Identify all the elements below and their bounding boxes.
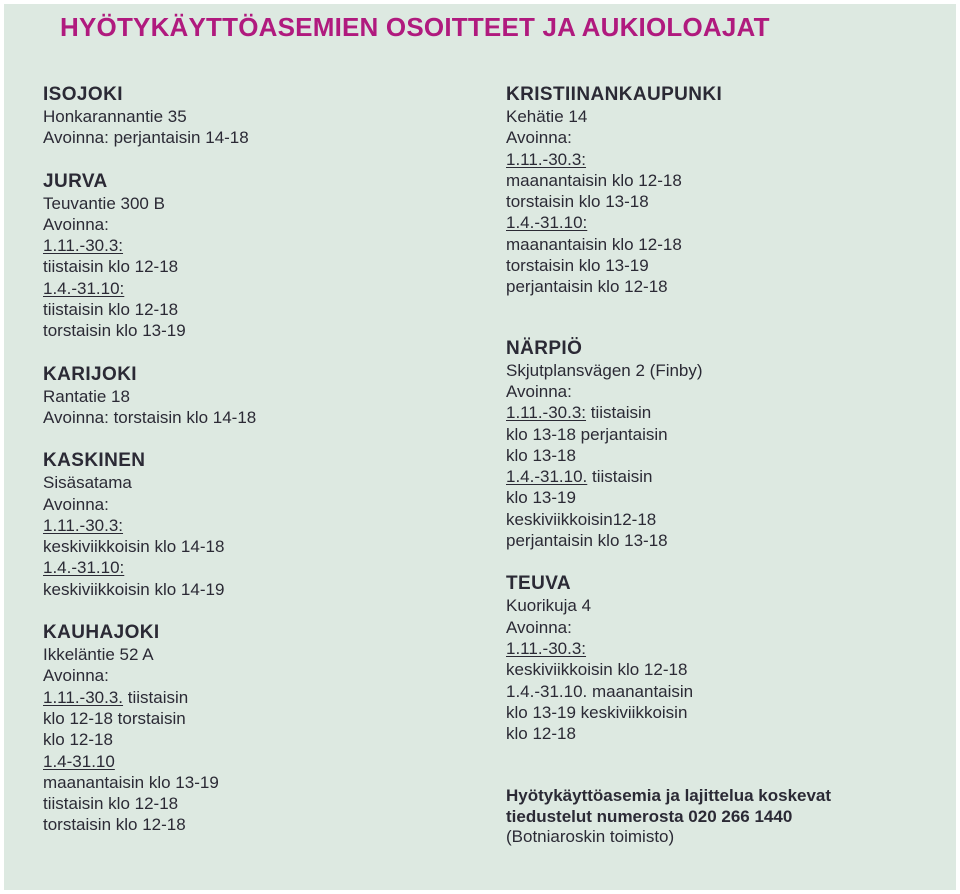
section-kristiinankaupunki xyxy=(506,84,946,298)
address: Rantatie 18 xyxy=(43,386,130,406)
open-label: Avoinna: xyxy=(43,666,109,686)
address: Kuorikuja 4 xyxy=(506,596,592,616)
open-label: Avoinna: xyxy=(43,214,109,234)
hours-line: maanantaisin klo 12-18 xyxy=(506,234,682,254)
right-column xyxy=(506,84,946,744)
location-name: KAUHAJOKI xyxy=(43,622,160,644)
period-summer: 1.4.-31.10: xyxy=(43,558,125,578)
period-winter: 1.11.-30.3: xyxy=(506,149,587,169)
open-label: Avoinna: xyxy=(506,617,572,637)
period-winter: 1.11.-30.3: xyxy=(506,403,587,423)
contact-phone-line: tiedustelut numerosta 020 266 1440 xyxy=(506,806,793,826)
hours-line: keskiviikkoisin12-18 xyxy=(506,509,657,529)
period-summer: 1.4.-31.10. xyxy=(506,467,588,487)
hours-line: klo 13-18 xyxy=(506,445,576,465)
location-name: KRISTIINANKAUPUNKI xyxy=(506,84,723,105)
location-name: KARIJOKI xyxy=(43,363,137,385)
period-winter: 1.11.-30.3: xyxy=(43,515,124,535)
hours-line: perjantaisin klo 13-18 xyxy=(506,531,668,551)
opening-hours: Avoinna: perjantaisin 14-18 xyxy=(43,128,249,148)
section-kauhajoki xyxy=(43,622,463,836)
period-winter: 1.11.-30.3. xyxy=(43,687,124,707)
section-isojoki xyxy=(43,84,463,149)
section-karijoki xyxy=(43,364,463,429)
hours-inline: tiistaisin xyxy=(587,467,653,487)
open-label: Avoinna: xyxy=(506,128,572,148)
section-kaskinen xyxy=(43,450,463,600)
hours-line: torstaisin klo 13-19 xyxy=(506,256,649,276)
section-jurva xyxy=(43,171,463,342)
hours-inline: tiistaisin xyxy=(123,687,189,707)
hours-line: keskiviikkoisin klo 14-19 xyxy=(43,579,225,599)
hours-line: maanantaisin klo 13-19 xyxy=(43,772,219,792)
hours-line: klo 12-18 torstaisin xyxy=(43,708,186,728)
period-summer: 1.4.-31.10: xyxy=(43,278,125,298)
address: Skjutplansvägen 2 (Finby) xyxy=(506,360,703,380)
hours-line: torstaisin klo 13-18 xyxy=(506,192,649,212)
contact-info xyxy=(506,786,946,848)
hours-line: tiistaisin klo 12-18 xyxy=(43,257,179,277)
address: Ikkeläntie 52 A xyxy=(43,645,154,665)
hours-line: klo 13-18 perjantaisin xyxy=(506,424,668,444)
address: Teuvantie 300 B xyxy=(43,193,165,213)
location-name: JURVA xyxy=(43,170,108,192)
hours-line: tiistaisin klo 12-18 xyxy=(43,794,179,814)
hours-line: torstaisin klo 12-18 xyxy=(43,815,186,835)
contact-line: Hyötykäyttöasemia ja lajittelua koskevat xyxy=(506,786,832,805)
hours-line: tiistaisin klo 12-18 xyxy=(43,300,179,320)
section-narpio xyxy=(506,338,946,552)
hours-inline: tiistaisin xyxy=(586,403,652,423)
page-title: HYÖTYKÄYTTÖASEMIEN OSOITTEET JA AUKIOLOAJAT xyxy=(60,12,770,42)
opening-hours: Avoinna: torstaisin klo 14-18 xyxy=(43,407,257,427)
location-name: ISOJOKI xyxy=(43,84,123,105)
hours-line: perjantaisin klo 12-18 xyxy=(506,277,668,297)
period-summer: 1.4-31.10 xyxy=(43,751,115,771)
address: Honkarannantie 35 xyxy=(43,107,187,126)
address: Kehätie 14 xyxy=(506,107,588,126)
location-name: NÄRPIÖ xyxy=(506,337,583,359)
period-winter: 1.11.-30.3: xyxy=(43,236,124,256)
hours-line xyxy=(43,687,463,708)
location-name: TEUVA xyxy=(506,573,571,595)
hours-line: keskiviikkoisin klo 12-18 xyxy=(506,660,688,680)
contact-office: (Botniaroskin toimisto) xyxy=(506,827,675,846)
open-label: Avoinna: xyxy=(43,494,109,514)
hours-line: torstaisin klo 13-19 xyxy=(43,321,186,341)
hours-line: klo 13-19 xyxy=(506,488,576,508)
hours-line: maanantaisin klo 12-18 xyxy=(506,170,682,190)
hours-line: 1.4.-31.10. maanantaisin xyxy=(506,681,694,701)
open-label: Avoinna: xyxy=(506,381,572,401)
period-summer: 1.4.-31.10: xyxy=(506,213,588,233)
left-column xyxy=(43,84,463,836)
section-teuva xyxy=(506,573,946,744)
hours-line: klo 12-18 xyxy=(506,724,576,744)
hours-line xyxy=(506,466,946,487)
period-winter: 1.11.-30.3: xyxy=(506,638,587,658)
address: Sisäsatama xyxy=(43,473,132,493)
location-name: KASKINEN xyxy=(43,450,146,472)
hours-line: klo 12-18 xyxy=(43,730,113,750)
hours-line: keskiviikkoisin klo 14-18 xyxy=(43,537,225,557)
hours-line: klo 13-19 keskiviikkoisin xyxy=(506,702,688,722)
hours-line xyxy=(506,402,946,423)
